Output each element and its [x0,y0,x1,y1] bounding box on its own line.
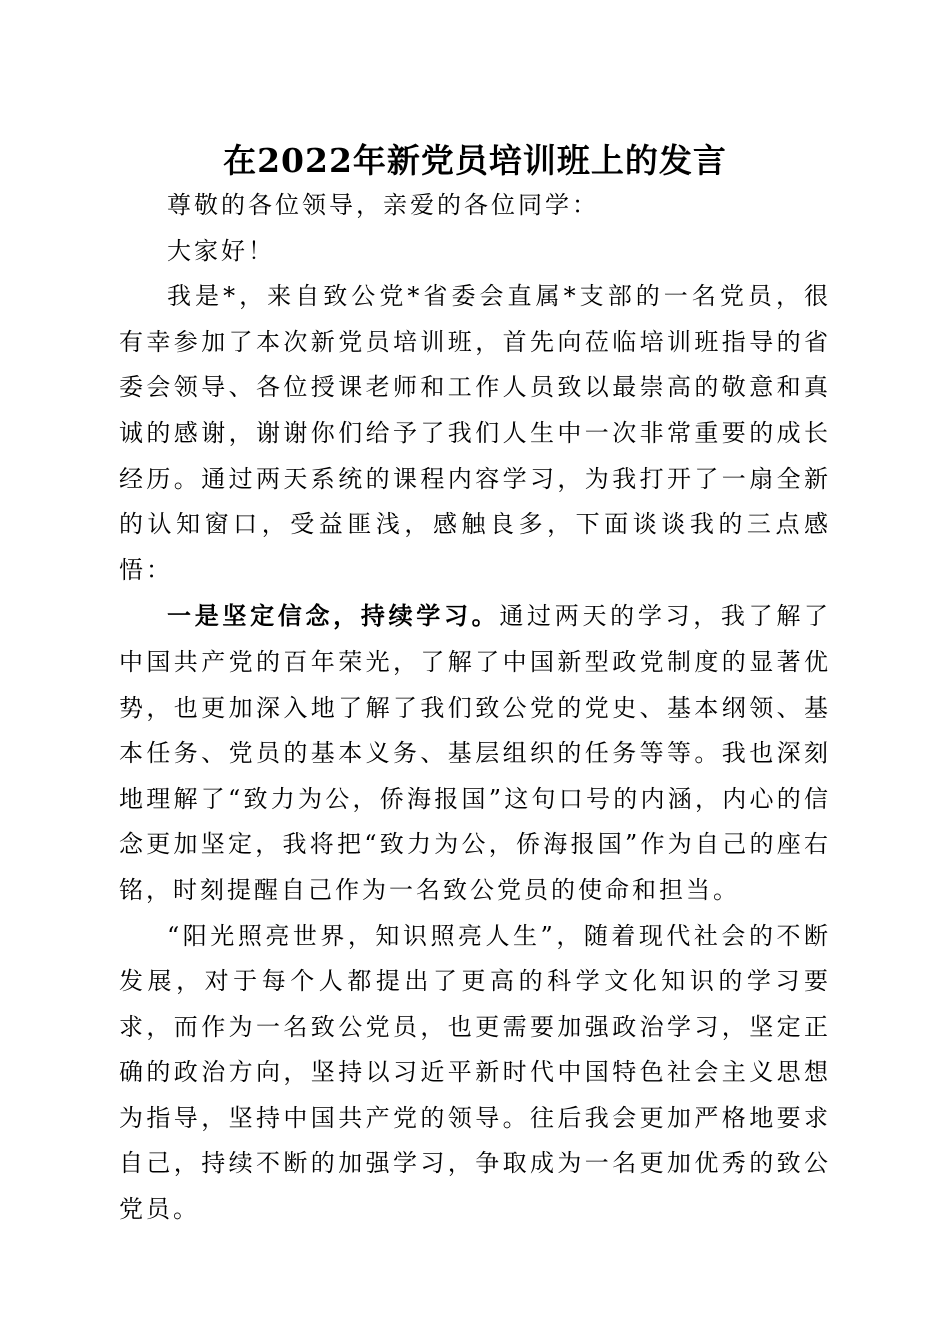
point-one-paragraph [119,593,831,913]
document-body [119,183,831,1233]
intro-paragraph: 我是*，来自致公党*省委会直属*支部的一名党员，很有幸参加了本次新党员培训班，首先向莅临培训班指导的省委会领导、各位授课老师和工作人员致以最崇高的敬意和真诚的感谢，谢谢你们给予了我们人生中一次非常重要的成长经历。通过两天系统的课程内容学习，为我打开了一扇全新的认知窗口，受益匪浅，感触良多，下面谈谈我的三点感悟： [119,282,831,584]
greeting: 大家好！ [167,236,275,265]
salutation: 尊敬的各位领导，亲爱的各位同学： [167,191,599,219]
document-title: 在2022年新党员培训班上的发言 [223,141,727,180]
point-one-text: 通过两天的学习，我了解了中国共产党的百年荣光，了解了中国新型政党制度的显著优势，也更加深入地了解了我们致公党的党史、基本纲领、基本任务、党员的基本义务、基层组织的任务等等。我也深刻地理解了“致力为公，侨海报国”这句口号的内涵，内心的信念更加坚定，我将把“致力为公，侨海报国”作为自己的座右铭，时刻提醒自己作为一名致公党员的使命和担当。 [119,602,832,904]
quote-paragraph: “阳光照亮世界，知识照亮人生”，随着现代社会的不断发展，对于每个人都提出了更高的科学文化知识的学习要求，而作为一名致公党员，也更需要加强政治学习，坚定正确的政治方向，坚持以习近平新时代中国特色社会主义思想为指导，坚持中国共产党的领导。往后我会更加严格地要求自己，持续不断的加强学习，争取成为一名更加优秀的致公党员。 [119,921,831,1224]
point-one-lead: 一是坚定信念，持续学习。 [167,601,500,631]
